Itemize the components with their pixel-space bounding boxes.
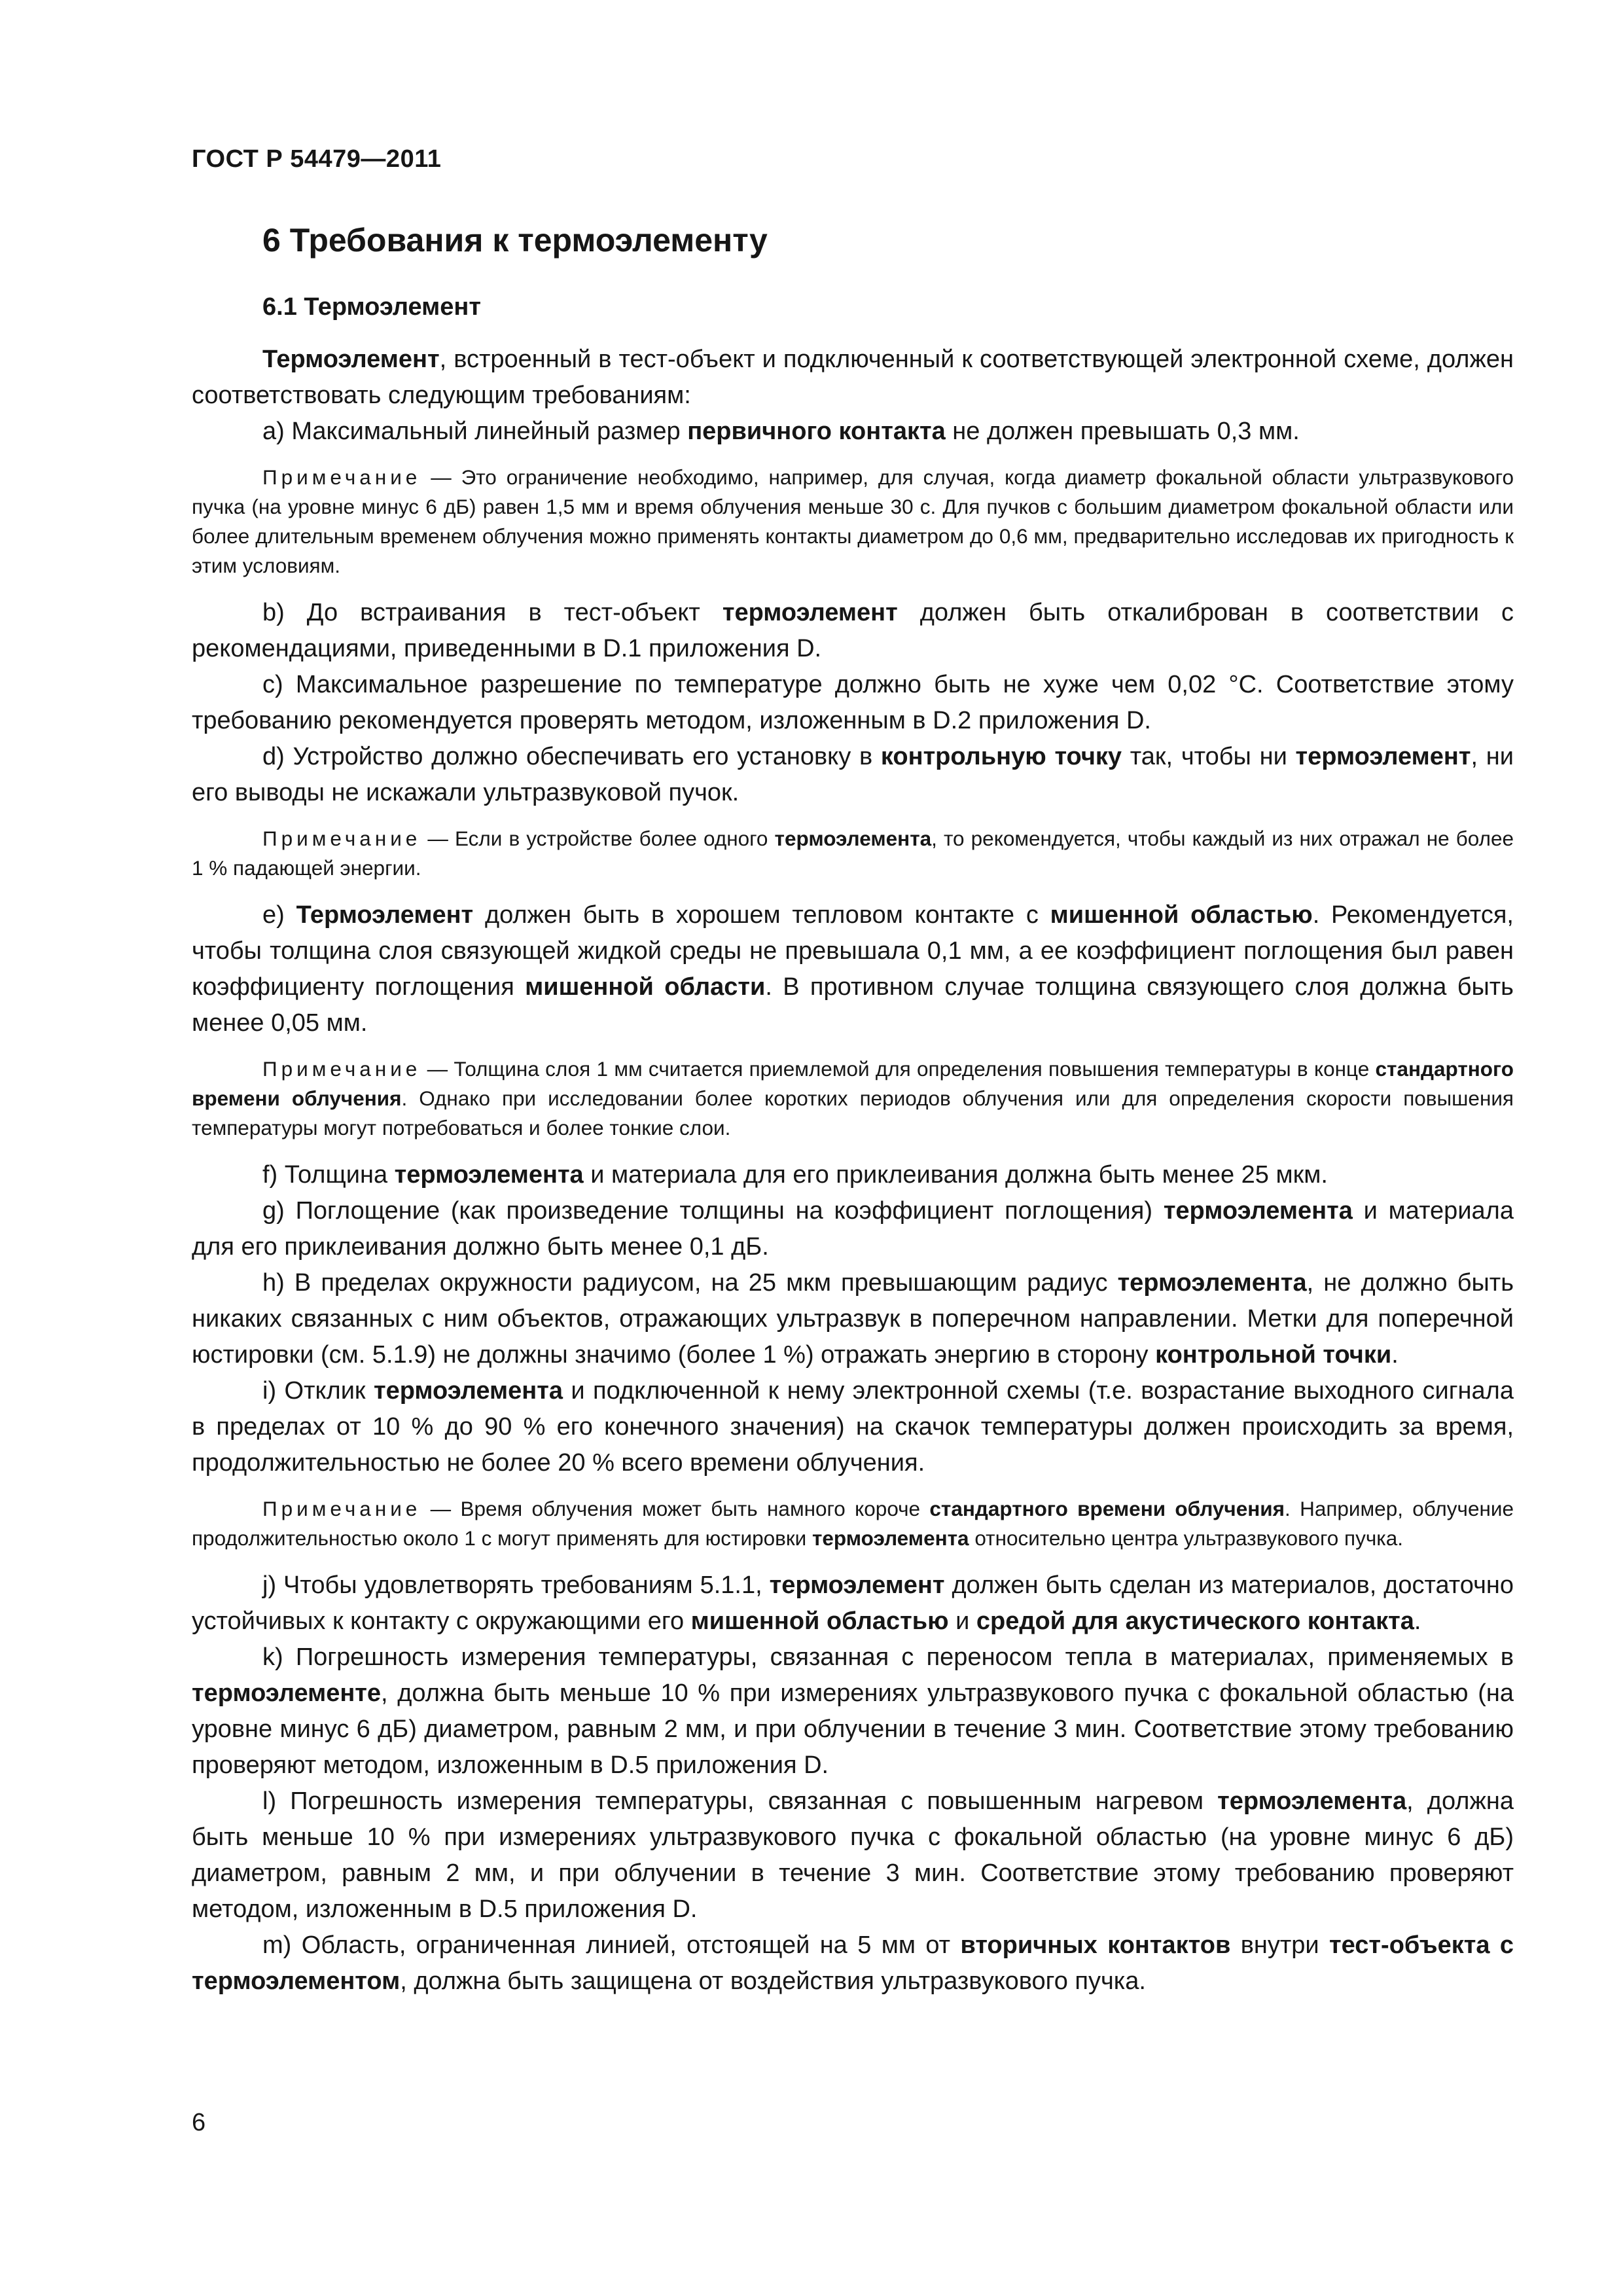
emphasized-term: мишенной области <box>525 973 766 1001</box>
emphasized-term: термоэлемента <box>1217 1787 1407 1815</box>
text-run: должен быть в хорошем тепловом контакте с <box>473 901 1050 929</box>
text-run: , ни его выводы не искажали ультразвуковой пучок. <box>192 743 1514 806</box>
page-number: 6 <box>192 2109 206 2136</box>
text-run: d) Устройство должно обеспечивать его установку в <box>262 743 881 770</box>
note-paragraph <box>192 463 1514 581</box>
note-paragraph <box>192 824 1514 883</box>
text-run: . Однако при исследовании более коротких периодов облучения или для определения скорости повышения температуры могут потребоваться и более тонкие слои. <box>192 1086 1514 1139</box>
emphasized-term: термоэлемент <box>1295 743 1471 770</box>
text-run: k) Погрешность измерения температуры, связанная с переносом тепла в материалах, применяемых в <box>262 1643 1514 1671</box>
emphasized-term: термоэлемента <box>394 1161 584 1189</box>
body-paragraph <box>192 342 1514 414</box>
note-label: Примечание <box>262 1057 421 1081</box>
emphasized-term: контрольной точки <box>1155 1341 1392 1369</box>
note-label: Примечание <box>262 1497 421 1520</box>
text-run: не должен превышать 0,3 мм. <box>945 418 1300 445</box>
text-run: f) Толщина <box>262 1161 395 1189</box>
emphasized-term: термоэлемента <box>774 827 932 850</box>
text-run: , должна быть защищена от воздействия ультразвукового пучка. <box>400 1967 1146 1995</box>
text-run: относительно центра ультразвукового пучка. <box>969 1526 1403 1550</box>
text-run: . <box>1414 1607 1421 1635</box>
body-paragraph <box>192 1640 1514 1784</box>
text-run: , то рекомендуется, чтобы каждый из них отражал не более 1 % падающей энергии. <box>192 827 1514 880</box>
emphasized-term: стандартного времени облучения <box>929 1497 1285 1520</box>
text-run: должен быть откалиброван в соответствии с рекомендациями, приведенными в D.1 приложения D. <box>192 599 1514 662</box>
emphasized-term: мишенной областью <box>690 1607 949 1635</box>
text-run: и материала для его приклеивания должна быть менее 25 мкм. <box>583 1161 1328 1189</box>
text-run: внутри <box>1230 1931 1330 1959</box>
text-run: , не должно быть никаких связанных с ним объектов, отражающих ультразвук в поперечном направлении. Метки для поперечной юстировки (см. 5.1.9) не должны значимо (более 1 %) отражать энергию в сторону <box>192 1269 1514 1369</box>
body-paragraph <box>192 1193 1514 1265</box>
emphasized-term: термоэлемента <box>812 1526 969 1550</box>
body-paragraph <box>192 1265 1514 1373</box>
note-label: Примечание <box>262 827 421 850</box>
text-run: . Рекомендуется, чтобы толщина слоя связующей жидкой среды не превышала 0,1 мм, а ее коэффициент поглощения был равен коэффициенту поглощения <box>192 901 1514 1001</box>
text-run: . <box>1391 1341 1399 1369</box>
text-run: c) Максимальное разрешение по температуре должно быть не хуже чем 0,02 °С. Соответствие этому требованию рекомендуется проверять методом, изложенным в D.2 приложения D. <box>192 671 1514 734</box>
text-run: должен быть сделан из материалов, достаточно устойчивых к контакту с окружающими его <box>192 1571 1514 1635</box>
text-run: a) Максимальный линейный размер <box>262 418 688 445</box>
text-run: , должна быть меньше 10 % при измерениях ультразвукового пучка с фокальной областью (на уровне минус 6 дБ) диаметром, равным 2 мм, и при облучении в течение 3 мин. Соответствие этому требованию проверяют методом, изложенным в D.5 приложения D. <box>192 1679 1514 1779</box>
emphasized-term: первичного контакта <box>687 418 946 445</box>
text-run: и <box>948 1607 976 1635</box>
text-run: j) Чтобы удовлетворять требованиям 5.1.1, <box>262 1571 770 1599</box>
emphasized-term: вторичных контактов <box>960 1931 1231 1959</box>
body-paragraph <box>192 595 1514 667</box>
body-paragraph <box>192 1568 1514 1640</box>
text-run: e) <box>262 901 296 929</box>
text-run: , встроенный в тест-объект и подключенный к соответствующей электронной схеме, должен соответствовать следующим требованиям: <box>192 346 1514 409</box>
text-run: l) Погрешность измерения температуры, связанная с повышенным нагревом <box>262 1787 1218 1815</box>
emphasized-term: средой для акустического контакта <box>976 1607 1414 1635</box>
emphasized-term: термоэлемента <box>1117 1269 1307 1297</box>
emphasized-term: мишенной областью <box>1050 901 1313 929</box>
text-run: b) До встраивания в тест-объект <box>262 599 722 626</box>
emphasized-term: термоэлемента <box>1163 1197 1353 1225</box>
note-paragraph <box>192 1054 1514 1143</box>
text-run: , должна быть меньше 10 % при измерениях ультразвукового пучка с фокальной областью (на уровне минус 6 дБ) диаметром, равным 2 мм, и при облучении в течение 3 мин. Соответствие этому требованию проверяют методом, изложенным в D.5 приложения D. <box>192 1787 1514 1923</box>
text-run: — Толщина слоя 1 мм считается приемлемой для определения повышения температуры в конце <box>421 1057 1376 1081</box>
subsection-title: 6.1 Термоэлемент <box>262 293 481 321</box>
note-label: Примечание <box>262 465 421 489</box>
body-paragraph <box>192 1784 1514 1928</box>
text-run: g) Поглощение (как произведение толщины на коэффициент поглощения) <box>262 1197 1164 1225</box>
note-paragraph <box>192 1494 1514 1553</box>
body-paragraph <box>192 414 1514 450</box>
text-run: и подключенной к нему электронной схемы (т.е. возрастание выходного сигнала в пределах от 10 % до 90 % его конечного значения) на скачок температуры должен происходить за время, продолжительностью не более 20 % всего времени облучения. <box>192 1377 1514 1477</box>
text-run: — Если в устройстве более одного <box>421 827 775 850</box>
emphasized-term: контрольную точку <box>880 743 1122 770</box>
text-run: . В противном случае толщина связующего слоя должна быть менее 0,05 мм. <box>192 973 1514 1037</box>
document-body <box>192 342 1514 2000</box>
emphasized-term: тест-объекта с термоэлементом <box>192 1931 1514 1995</box>
emphasized-term: Термоэлемент <box>296 901 474 929</box>
body-paragraph <box>192 1157 1514 1193</box>
body-paragraph <box>192 897 1514 1041</box>
emphasized-term: термоэлемент <box>722 599 898 626</box>
text-run: — Время облучения может быть намного короче <box>421 1497 930 1520</box>
text-run: m) Область, ограниченная линией, отстоящей на 5 мм от <box>262 1931 961 1959</box>
text-run: так, чтобы ни <box>1122 743 1296 770</box>
body-paragraph <box>192 1373 1514 1481</box>
section-title: 6 Требования к термоэлементу <box>262 222 768 259</box>
text-run: i) Отклик <box>262 1377 374 1405</box>
body-paragraph <box>192 739 1514 811</box>
text-run: — Это ограничение необходимо, например, для случая, когда диаметр фокальной области ультразвукового пучка (на уровне минус 6 дБ) равен 1,5 мм и время облучения меньше 30 с. Для пучков с большим диаметром фокальной области или более длительным временем облучения можно применять контакты диаметром до 0,6 мм, предварительно исследовав их пригодность к этим условиям. <box>192 465 1514 577</box>
emphasized-term: Термоэлемент <box>262 346 440 373</box>
text-run: и материала для его приклеивания должно быть менее 0,1 дБ. <box>192 1197 1514 1261</box>
emphasized-term: стандартного времени облучения <box>192 1057 1514 1110</box>
emphasized-term: термоэлемент <box>769 1571 945 1599</box>
text-run: . Например, облучение продолжительностью около 1 с могут применять для юстировки <box>192 1497 1514 1550</box>
body-paragraph <box>192 667 1514 739</box>
body-paragraph <box>192 1928 1514 2000</box>
emphasized-term: термоэлемента <box>373 1377 563 1405</box>
text-run: h) В пределах окружности радиусом, на 25 мкм превышающим радиус <box>262 1269 1118 1297</box>
document-id-header: ГОСТ Р 54479—2011 <box>192 145 442 173</box>
emphasized-term: термоэлементе <box>192 1679 382 1707</box>
